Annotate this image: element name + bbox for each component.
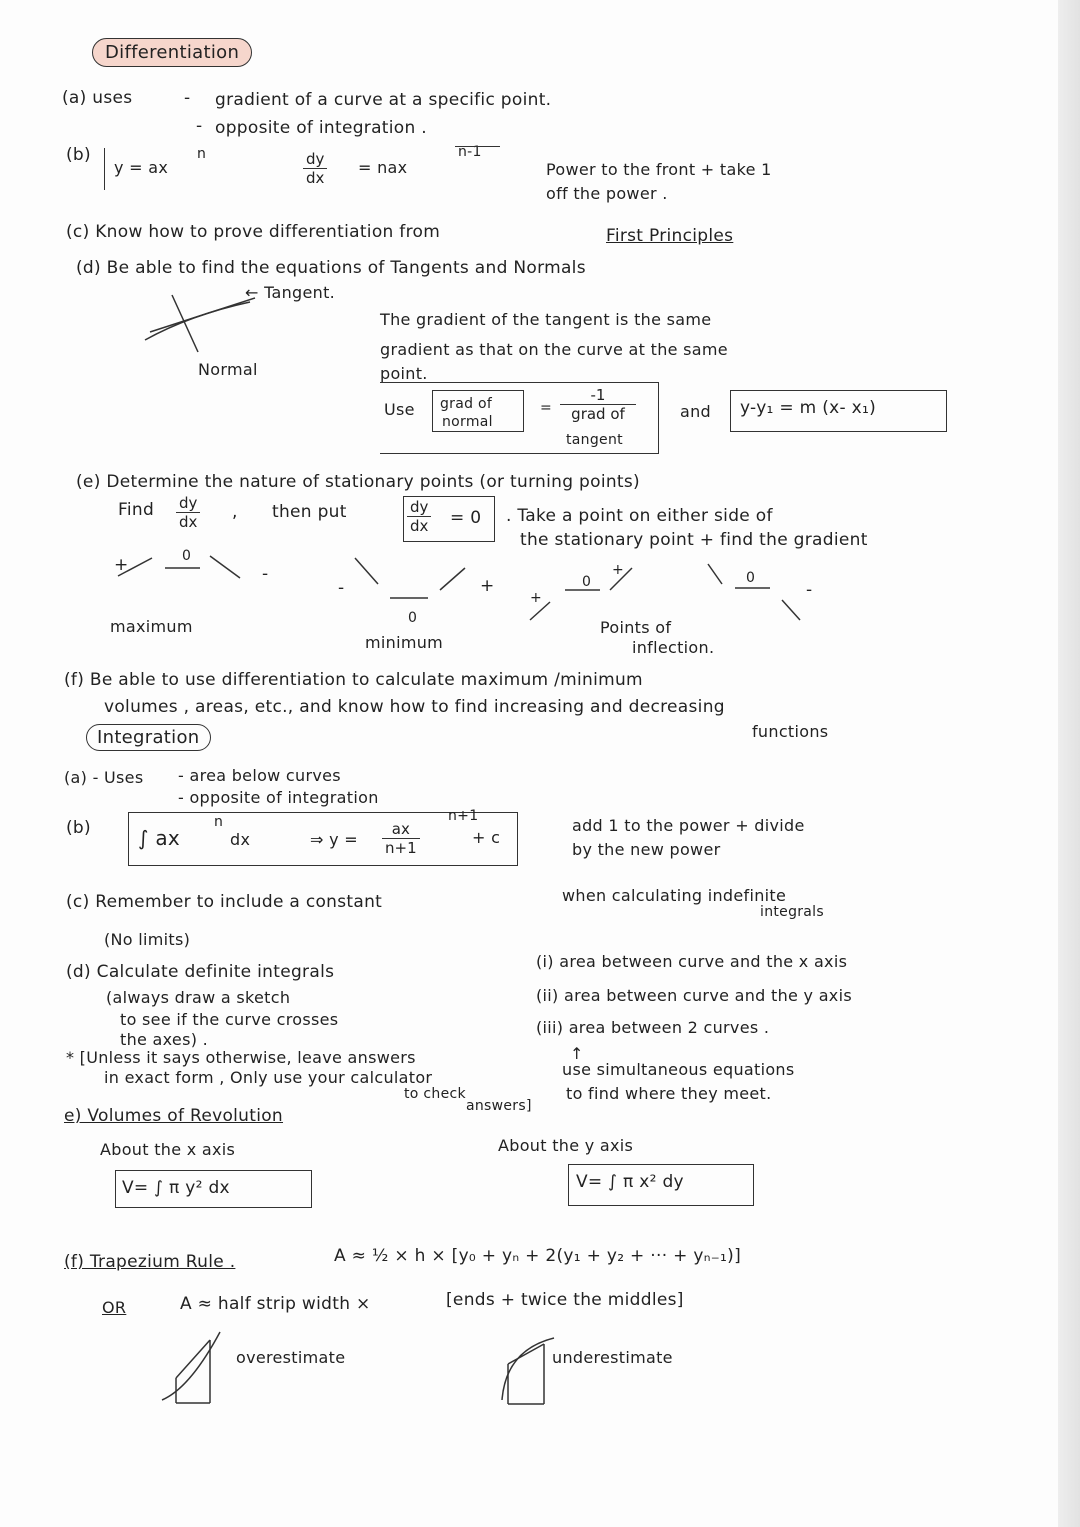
- trap-alt-b: [ends + twice the middles]: [446, 1290, 684, 1310]
- eq-zero: = 0: [450, 508, 482, 528]
- comma: ,: [232, 502, 238, 522]
- trap-alt-a: A ≈ half strip width ×: [180, 1294, 371, 1314]
- zero-label: 0: [582, 574, 592, 590]
- int-d-text: (d) Calculate definite integrals: [66, 962, 335, 982]
- diff-f-line1: (f) Be able to use differentiation to calculate maximum /minimum: [64, 670, 643, 690]
- diff-b-label: (b): [66, 145, 91, 165]
- about-y-label: About the y axis: [498, 1136, 634, 1155]
- int-a-line1: - area below curves: [178, 766, 341, 785]
- underestimate-label: underestimate: [552, 1348, 673, 1367]
- and-word: and: [680, 402, 712, 421]
- diff-a-label: (a) uses: [62, 88, 133, 108]
- int-b-num: ax: [382, 820, 420, 839]
- gradof-tangent: grad of: [571, 405, 625, 423]
- diff-b-dydx: [303, 150, 327, 187]
- diff-d-g1: The gradient of the tangent is the same: [380, 310, 712, 329]
- poi-label1: Points of: [600, 618, 672, 637]
- vx-formula: V= ∫ π y² dx: [122, 1178, 230, 1198]
- normal-label: Normal: [198, 360, 258, 379]
- dy-text: dy: [407, 498, 431, 517]
- int-d-s6: to check: [404, 1086, 466, 1102]
- int-c-when: when calculating indefinite: [562, 886, 787, 905]
- box-dydx: [407, 498, 431, 535]
- zero-label: 0: [746, 570, 756, 586]
- int-b-fraction: [382, 820, 420, 857]
- diff-b-note2: off the power .: [546, 184, 668, 203]
- plus-sign: +: [480, 576, 495, 596]
- use-label: Use: [384, 400, 415, 419]
- tangent-normal-sketch: [140, 290, 260, 370]
- dy-text: dy: [303, 150, 327, 169]
- diff-c-text: (c) Know how to prove differentiation from: [66, 222, 441, 242]
- take-line2: the stationary point + find the gradient: [520, 530, 868, 550]
- diff-b-overline: [455, 146, 500, 147]
- int-b-formula: ∫ ax: [138, 826, 181, 850]
- normal-word: normal: [442, 414, 493, 430]
- int-d-s2: to see if the curve crosses: [120, 1010, 339, 1029]
- dx-text: dx: [179, 513, 198, 531]
- minus-one: -1: [560, 386, 636, 405]
- underestimate-sketch: [498, 1330, 558, 1408]
- page-edge-shadow: [1058, 0, 1080, 1527]
- int-c-text: (c) Remember to include a constant: [66, 892, 383, 912]
- differentiation-heading: Differentiation: [92, 38, 252, 67]
- diff-d-text: (d) Be able to find the equations of Tangents and Normals: [76, 258, 586, 278]
- maximum-label: maximum: [110, 617, 193, 636]
- diff-a-line2: opposite of integration .: [215, 118, 427, 138]
- plus-sign: +: [114, 555, 129, 575]
- int-d-sim1: use simultaneous equations: [562, 1060, 795, 1079]
- minus-sign: -: [338, 578, 345, 598]
- diff-d-g2: gradient as that on the curve at the same: [380, 340, 728, 359]
- or-label: OR: [102, 1298, 127, 1317]
- gradof-label: grad of: [440, 396, 493, 412]
- diff-a-line1: gradient of a curve at a specific point.: [215, 90, 552, 110]
- int-d-sim2: to find where they meet.: [566, 1084, 772, 1103]
- int-b-c: + c: [472, 828, 501, 847]
- tangent-word: tangent: [566, 432, 623, 448]
- diff-b-formula: y = ax: [114, 158, 169, 177]
- int-b-arrow: ⇒ y =: [310, 830, 358, 849]
- overestimate-sketch: [160, 1328, 230, 1408]
- diff-d-g3: point.: [380, 364, 428, 383]
- vy-formula: V= ∫ π x² dy: [576, 1172, 684, 1192]
- int-a-label: (a) - Uses: [64, 768, 144, 787]
- int-d-s3: the axes) .: [120, 1030, 209, 1049]
- int-b-label: (b): [66, 818, 91, 838]
- int-e-text: e) Volumes of Revolution: [64, 1106, 284, 1126]
- int-d-ii: (ii) area between curve and the y axis: [536, 986, 852, 1005]
- take-line1: . Take a point on either side of: [506, 506, 773, 526]
- diff-b-exp2: n-1: [458, 144, 482, 160]
- plus-sign: +: [530, 590, 543, 606]
- int-b-note2: by the new power: [572, 840, 721, 859]
- dx-text: dx: [306, 169, 325, 187]
- find-dydx: [176, 494, 200, 531]
- int-b-n: n: [214, 814, 224, 830]
- then-put: then put: [272, 502, 347, 522]
- int-d-s5: in exact form , Only use your calculator: [104, 1068, 433, 1087]
- tangent-label: ← Tangent.: [245, 283, 336, 302]
- int-f-label: (f) Trapezium Rule .: [64, 1252, 236, 1272]
- dy-text: dy: [176, 494, 200, 513]
- diff-a-dash2: -: [196, 116, 203, 136]
- diff-a-dash1: -: [184, 88, 191, 108]
- int-d-s4: * [Unless it says otherwise, leave answers: [66, 1048, 416, 1067]
- int-b-dx: dx: [230, 830, 251, 849]
- int-a-line2: - opposite of integration: [178, 788, 379, 807]
- zero-label: 0: [182, 548, 192, 564]
- int-d-i: (i) area between curve and the x axis: [536, 952, 848, 971]
- int-b-numexp: n+1: [448, 808, 479, 824]
- int-d-iii: (iii) area between 2 curves .: [536, 1018, 770, 1037]
- zero-label: 0: [408, 610, 418, 626]
- minimum-label: minimum: [365, 633, 444, 652]
- minus-sign: -: [262, 564, 269, 584]
- diff-c-link: First Principles: [606, 226, 734, 246]
- trapezium-formula: A ≈ ½ × h × [y₀ + yₙ + 2(y₁ + y₂ + ··· + yₙ₋₁)]: [334, 1246, 742, 1266]
- plus-sign: +: [612, 562, 625, 578]
- neg-reciprocal-fraction: [560, 386, 636, 423]
- diff-f-line2: volumes , areas, etc., and know how to find increasing and decreasing: [104, 697, 725, 717]
- diff-b-rhs: = nax: [358, 158, 408, 177]
- overestimate-label: overestimate: [236, 1348, 346, 1367]
- poi-label2: inflection.: [632, 638, 715, 657]
- diff-b-exp: n: [197, 146, 207, 162]
- integration-heading: Integration: [86, 724, 211, 751]
- int-b-den: n+1: [385, 839, 417, 857]
- find-label: Find: [118, 500, 155, 520]
- int-d-s7: answers]: [466, 1098, 532, 1114]
- line-equation: y-y₁ = m (x- x₁): [740, 398, 877, 418]
- int-c-nolim: (No limits): [104, 930, 191, 949]
- dx-text: dx: [410, 517, 429, 535]
- equals-sign: =: [540, 400, 553, 416]
- diff-b-note1: Power to the front + take 1: [546, 160, 772, 179]
- minus-sign: -: [806, 580, 813, 600]
- about-x-label: About the x axis: [100, 1140, 236, 1159]
- int-d-s1: (always draw a sketch: [106, 988, 291, 1007]
- diff-e-text: (e) Determine the nature of stationary points (or turning points): [76, 472, 640, 492]
- int-b-note1: add 1 to the power + divide: [572, 816, 805, 835]
- int-c-integrals: integrals: [760, 904, 824, 920]
- int-d-arrow: ↑: [570, 1044, 584, 1063]
- diff-f-line3: functions: [752, 722, 829, 741]
